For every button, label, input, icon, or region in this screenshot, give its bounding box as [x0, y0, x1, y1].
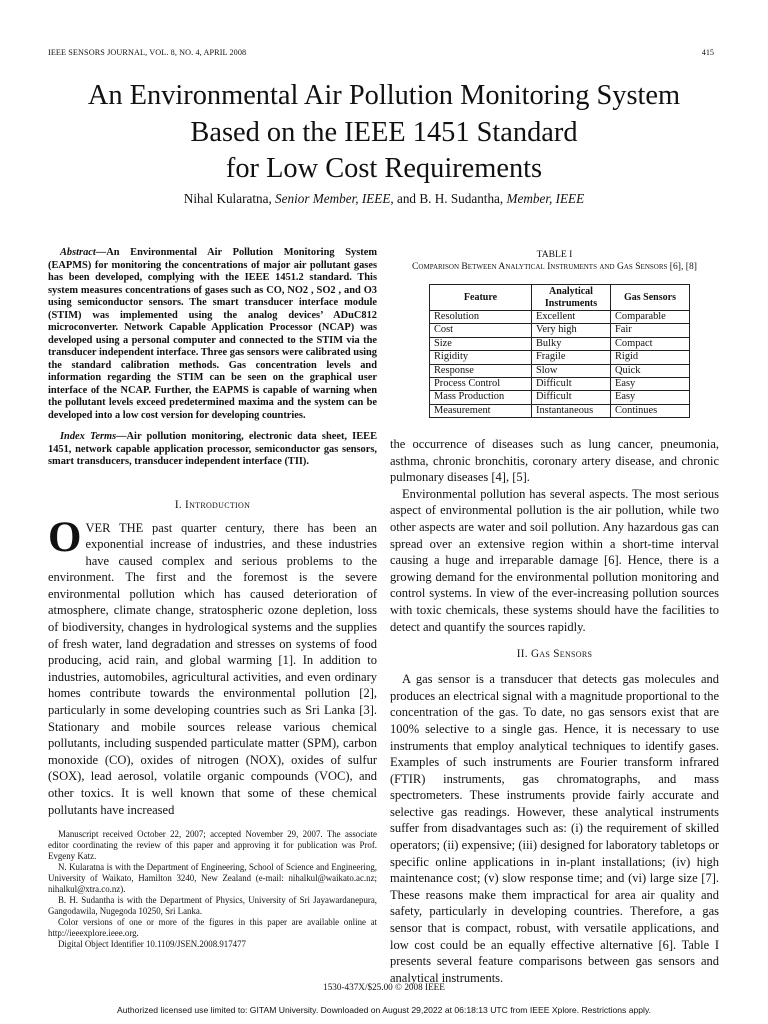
abstract-label: Abstract [60, 247, 96, 258]
table-row [430, 324, 690, 337]
index-terms-text: —Air pollution monitoring, electronic data sheet, IEEE 1451, network capable application processor, semiconductor gas sensors, smart transducers, transducer independent interface (TII). [48, 431, 377, 467]
table-row [430, 364, 690, 377]
author-1-role: Senior Member, IEEE [275, 191, 391, 206]
running-head: IEEE SENSORS JOURNAL, VOL. 8, NO. 4, APRIL 2008 [48, 48, 247, 57]
drop-cap: O [48, 513, 82, 561]
table-cell: Process Control [430, 378, 532, 391]
page-number: 415 [701, 48, 714, 57]
title-line-2: Based on the IEEE 1451 Standard [190, 116, 578, 148]
table-label: TABLE I [536, 249, 573, 260]
table-header-cell: Analytical Instruments [532, 285, 611, 311]
footnote-manuscript: Manuscript received October 22, 2007; accepted November 29, 2007. The associate editor coordinating the review of this paper and approving it for publication was Prof. Evgeny Katz. [48, 829, 377, 862]
table-cell: Fair [611, 324, 690, 337]
table-cell: Easy [611, 391, 690, 404]
section-1-paragraph-2: Environmental pollution has several aspects. The most serious aspect of environmental pollution is the air pollution, while two other aspects are water and soil pollution. Any hazardous gas can spread over an extensive region within a short-time interval causing a huge and irreparable damage [6]. Hence, there is a growing demand for the environmental pollution monitoring and control systems. In view of the ever-increasing pollution sources with toxic chemicals, these systems should have the facilities to detect and quantify the sources rapidly. [390, 486, 719, 634]
author-2-name: B. H. Sudantha [419, 191, 500, 206]
table-cell: Measurement [430, 404, 532, 417]
title-line-1: An Environmental Air Pollution Monitoring System [87, 80, 681, 111]
footnote-doi: Digital Object Identifier 10.1109/JSEN.2008.917477 [58, 939, 246, 950]
table-header-cell: Gas Sensors [611, 285, 690, 311]
author-2-role: Member, IEEE [506, 191, 585, 206]
section-2-paragraph-1: A gas sensor is a transducer that detects gas molecules and produces an electrical signal with a magnitude proportional to the concentration of the gas. To date, no gas sensors exist that are 100% selective to a single gas. Hence, it is necessary to use instruments that employ analytical techniques to identify gases. Examples of such instruments are Fourier transform infrared (FTIR) instruments, gas chromatographs, and mass spectrometers. These instruments provide fairly accurate and selective gas readings. However, these analytical instruments suffer from disadvantages such as: (i) the requirement of skilled operators; (ii) expensive; (iii) designed for laboratory tabletops or specific online applications in in-plant installations; (iv) high maintenance cost; (v) slow response time; and (vi) large size [7]. These reasons make them impractical for area air quality and safety, particularly in developing countries. Therefore, a gas sensor that is compact, robust, with versatile applications, and low cost could be an equally effective alternative [6]. Table I presents several feature comparisons between gas sensors and analytical instruments. [390, 672, 719, 985]
table-row [430, 391, 690, 404]
table-caption [390, 249, 719, 273]
abstract [48, 247, 377, 422]
table-cell: Quick [611, 364, 690, 377]
table-row [430, 404, 690, 417]
authorized-use-notice: Authorized licensed use limited to: GITAM University. Downloaded on August 29,2022 at 06:18:13 UTC from IEEE Xplore. Restrictions apply. [116, 1005, 652, 1015]
index-terms [48, 431, 377, 469]
table-header-cell: Feature [430, 285, 532, 311]
table-cell: Rigid [611, 351, 690, 364]
table-cell: Fragile [532, 351, 611, 364]
table-cell: Excellent [532, 311, 611, 324]
footnote-author-1: N. Kularatna is with the Department of Engineering, School of Science and Engineering, University of Waikato, Hamilton 3240, New Zealand (e-mail: nihalkul@waikato.ac.nz; nihalkul@xtra.co.nz). [48, 862, 377, 895]
table-cell: Difficult [532, 391, 611, 404]
table-row [430, 337, 690, 350]
author-conjunction: and [396, 191, 417, 206]
section-2-heading: II. Gas Sensors [516, 648, 593, 661]
table-cell: Compact [611, 337, 690, 350]
table-row [430, 378, 690, 391]
table-cell: Easy [611, 378, 690, 391]
table-cell: Mass Production [430, 391, 532, 404]
left-column [48, 247, 377, 818]
footnote-author-2: B. H. Sudantha is with the Department of Physics, University of Sri Jayawardanepura, Gangodawila, Nugegoda 10250, Sri Lanka. [48, 895, 377, 917]
table-cell: Continues [611, 404, 690, 417]
table-cell: Response [430, 364, 532, 377]
table-cell: Cost [430, 324, 532, 337]
section-1-heading: I. Introduction [174, 498, 251, 511]
table-row [430, 311, 690, 324]
lead-in: VER THE [85, 520, 144, 535]
footnotes [48, 829, 377, 951]
index-terms-label: Index Terms [60, 431, 117, 442]
section-1-paragraph-1-text: past quarter century, there has been an exponential increase of industries, and these industries have caused complex and serious problems to the environment. The first and the foremost is the severe environmental pollution which has caused deterioration of atmosphere, climate change, stratospheric ozone depletion, loss of biodiversity, changes in hydrological systems and the supplies of fresh water, land degradation and stresses on systems of food producing, acid rain, and global warming [1]. In addition to industries, automobiles, agricultural activities, and even ordinary homes contribute towards the environmental pollution [2], particularly in some developing countries such as Sri Lanka [3]. Stationary and mobile sources release various chemical pollutants, including suspended particulate matter (SPM), carbon monoxide (CO), oxides of nitrogen (NOX), oxides of sulfur (SOX), lead aerosol, volatile organic compounds (VOC), and other toxics. It is well known that some of these chemical pollutants have increased [48, 520, 377, 817]
table-cell: Rigidity [430, 351, 532, 364]
table-title: Comparison Between Analytical Instruments and Gas Sensors [6], [8] [412, 261, 697, 272]
table-row [430, 351, 690, 364]
abstract-text: —An Environmental Air Pollution Monitoring System (EAPMS) for monitoring the concentrations of major air pollutant gases has been developed, complying with the IEEE 1451.2 standard. This system measures concentrations of gases such as CO, NO2 , SO2 , and O3 using semiconductor sensors. The smart transducer interface module (STIM) was implemented using the analog devices’ ADuC812 microconverter. Network Capable Application Processor (NCAP) was developed using a personal computer and connected to the STIM via the transducer independent interface. Three gas sensors were calibrated using the standard calibration methods. Gas concentration levels and information regarding the STIM can be seen on the graphical user interface of the NCAP. Further, the EAPMS is capable of warning when the pollutant levels exceed predetermined maxima and the system can be developed into a low cost version for developing countries. [48, 247, 377, 421]
comparison-table [429, 284, 690, 418]
table-cell: Resolution [434, 311, 480, 322]
footnote-color: Color versions of one or more of the figures in this paper are available online at http://ieeexplore.ieee.org. [48, 917, 377, 939]
title-line-3: for Low Cost Requirements [225, 153, 543, 184]
table-cell: Slow [532, 364, 611, 377]
table-cell: Bulky [532, 337, 611, 350]
section-1-paragraph-1 [48, 513, 377, 819]
table-cell: Size [430, 337, 532, 350]
paper-title [40, 78, 728, 188]
author-line: Nihal Kularatna, Senior Member, IEEE, and B. H. Sudantha, Member, IEEE [183, 191, 585, 206]
right-column [390, 436, 719, 986]
table-cell: Instantaneous [532, 404, 611, 417]
section-1-paragraph-1-continued: the occurrence of diseases such as lung cancer, pneumonia, asthma, chronic bronchitis, coronary artery disease, and chronic pulmonary diseases [4], [5]. [390, 437, 719, 485]
table-cell: Difficult [532, 378, 611, 391]
author-1-name: Nihal Kularatna [183, 191, 269, 206]
copyright-line: 1530-437X/$25.00 © 2008 IEEE [323, 982, 445, 992]
table-cell: Very high [532, 324, 611, 337]
table-cell: Comparable [611, 311, 690, 324]
